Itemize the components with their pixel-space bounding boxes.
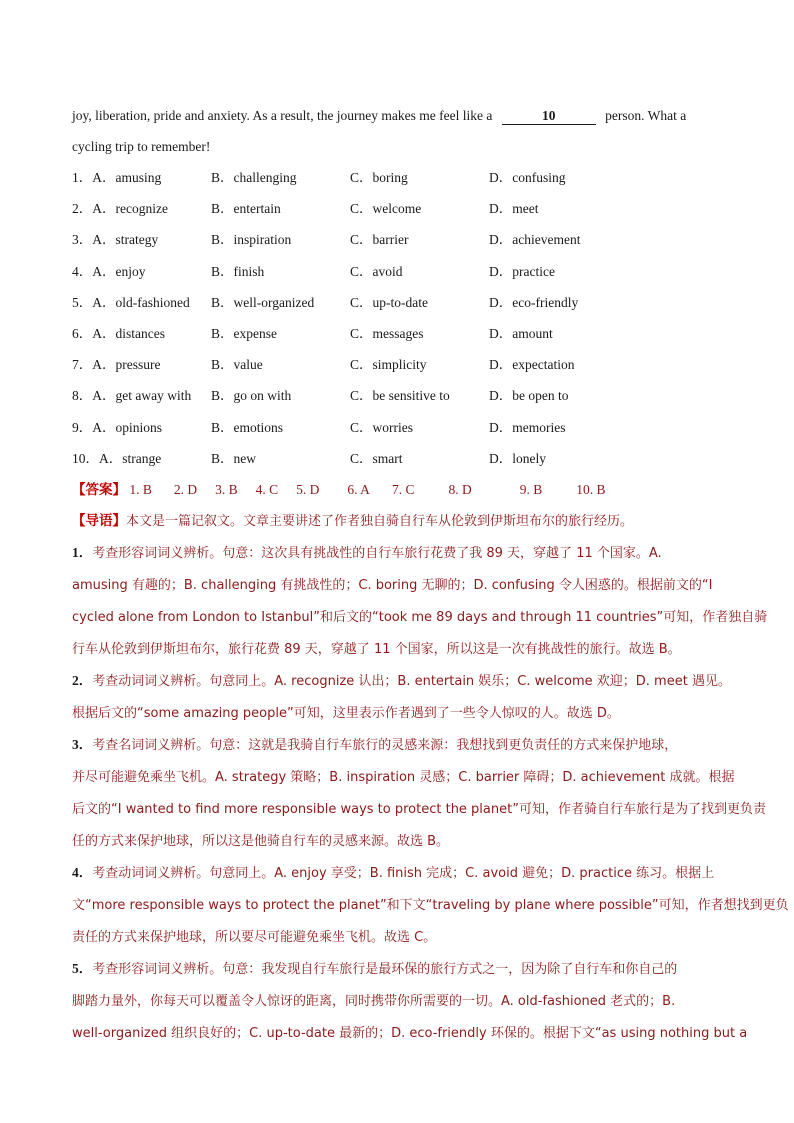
option-row bbox=[72, 287, 732, 318]
explanation-text: 脚踏力量外，你每天可以覆盖令人惊讶的距离，同时携带你所需要的一切。A. old-fashioned 老式的；B. bbox=[72, 994, 676, 1010]
option-a: 5．A．old-fashioned bbox=[72, 294, 190, 310]
option-row bbox=[72, 193, 732, 224]
option-b: B．go on with bbox=[211, 388, 292, 404]
option-c: C．messages bbox=[350, 326, 424, 342]
option-a: 10．A．strange bbox=[72, 450, 162, 466]
explanation-number: 3． bbox=[72, 737, 93, 753]
answer-item: 1. B bbox=[129, 482, 152, 498]
blank-10: 10 bbox=[502, 108, 596, 125]
option-a: 3．A．strategy bbox=[72, 232, 159, 248]
explanation-text: 文“more responsible ways to protect the planet”和下文“traveling by plane where possible”可知，作者想找到更负 bbox=[72, 898, 789, 914]
option-d: D．eco-friendly bbox=[489, 294, 579, 310]
option-b: B．inspiration bbox=[211, 232, 292, 248]
explanation-text: amusing 有趣的；B. challenging 有挑战性的；C. boring 无聊的；D. confusing 令人困惑的。根据前文的“I bbox=[72, 578, 713, 594]
explanation-text: cycled alone from London to Istanbul”和后文的“took me 89 days and through 11 countries”可知，作者独自骑 bbox=[72, 610, 768, 626]
option-b: B．finish bbox=[211, 263, 265, 279]
explanation-line bbox=[72, 569, 732, 601]
option-row bbox=[72, 380, 732, 411]
option-row bbox=[72, 412, 732, 443]
explanation-number: 5． bbox=[72, 961, 93, 977]
option-b: B．entertain bbox=[211, 201, 281, 217]
explanation-text: 考查形容词词义辨析。句意：我发现自行车旅行是最环保的旅行方式之一，因为除了自行车和你自己的 bbox=[92, 962, 678, 978]
explanation-text: 考查形容词词义辨析。句意：这次具有挑战性的自行车旅行花费了我 89 天，穿越了 11 个国家。A. bbox=[92, 546, 662, 562]
explanations bbox=[72, 537, 789, 1049]
explanation-line bbox=[72, 633, 732, 665]
option-c: C．be sensitive to bbox=[350, 388, 450, 404]
option-a: 8．A．get away with bbox=[72, 388, 192, 404]
option-b: B．value bbox=[211, 357, 263, 373]
option-c: C．avoid bbox=[350, 263, 403, 279]
explanation-line bbox=[72, 825, 732, 857]
option-b: B．expense bbox=[211, 326, 277, 342]
explanation-line bbox=[72, 857, 732, 889]
answer-items bbox=[129, 482, 605, 497]
explanation-line bbox=[72, 729, 732, 761]
option-c: C．boring bbox=[350, 170, 408, 185]
option-row bbox=[72, 256, 732, 287]
option-a: 4．A．enjoy bbox=[72, 263, 146, 279]
explanation-text: 考查名词词义辨析。句意：这就是我骑自行车旅行的灵感来源：我想找到更负责任的方式来保护地球， bbox=[92, 738, 678, 754]
passage-text-before-blank: joy, liberation, pride and anxiety. As a result, the journey makes me feel like a bbox=[72, 108, 493, 123]
explanation-line bbox=[72, 601, 768, 633]
guide-line bbox=[72, 505, 732, 537]
option-b: B．well-organized bbox=[211, 294, 315, 310]
explanation-text: 行车从伦敦到伊斯坦布尔，旅行花费 89 天，穿越了 11 个国家，所以这是一次有挑战性的旅行。故选 B。 bbox=[72, 642, 681, 658]
document-page bbox=[72, 100, 789, 1049]
explanation-number: 4． bbox=[72, 865, 93, 881]
explanation-text: well-organized 组织良好的；C. up-to-date 最新的；D. eco-friendly 环保的。根据下文“as using nothing but a bbox=[72, 1026, 748, 1042]
options-list bbox=[72, 162, 732, 474]
answer-item: 6. A bbox=[347, 482, 370, 498]
option-b: B．challenging bbox=[211, 170, 297, 185]
option-d: D．confusing bbox=[489, 170, 566, 185]
option-c: C．welcome bbox=[350, 201, 422, 217]
explanation-text: 责任的方式来保护地球，所以要尽可能避免乘坐飞机。故选 C。 bbox=[72, 930, 437, 946]
explanation-line bbox=[72, 761, 735, 793]
passage-line-1 bbox=[72, 100, 732, 131]
option-d: D．achievement bbox=[489, 232, 581, 248]
option-b: B．emotions bbox=[211, 419, 284, 435]
explanation-text: 考查动词词义辨析。句意同上。A. recognize 认出；B. entertain 娱乐；C. welcome 欢迎；D. meet 遇见。 bbox=[92, 674, 731, 690]
answer-item: 2. D bbox=[173, 482, 198, 498]
explanation-number: 1． bbox=[72, 545, 93, 561]
option-row bbox=[72, 162, 732, 193]
answer-item: 3. B bbox=[215, 482, 238, 498]
option-a: 9．A．opinions bbox=[72, 419, 163, 435]
answer-item: 8. D bbox=[448, 482, 472, 498]
explanation-line bbox=[72, 793, 766, 825]
explanation-line bbox=[72, 985, 732, 1017]
option-b: B．new bbox=[211, 450, 256, 466]
option-d: D．amount bbox=[489, 326, 553, 342]
answer-item: 5. D bbox=[296, 482, 320, 498]
answer-item: 9. B bbox=[519, 482, 543, 498]
answer-label: 【答案】 bbox=[72, 482, 126, 498]
option-a: 6．A．distances bbox=[72, 326, 165, 342]
option-c: C．simplicity bbox=[350, 357, 427, 373]
guide-text: 本文是一篇记叙文。文章主要讲述了作者独自骑自行车从伦敦到伊斯坦布尔的旅行经历。 bbox=[126, 514, 634, 530]
option-c: C．smart bbox=[350, 450, 403, 466]
option-c: C．worries bbox=[350, 419, 413, 435]
option-d: D．memories bbox=[489, 419, 566, 435]
option-d: D．practice bbox=[489, 263, 555, 279]
option-row bbox=[72, 349, 732, 380]
answer-item: 7. C bbox=[391, 482, 415, 498]
explanation-line bbox=[72, 953, 732, 985]
option-c: C．up-to-date bbox=[350, 294, 428, 310]
explanation-text: 根据后文的“some amazing people”可知，这里表示作者遇到了一些令人惊叹的人。故选 D。 bbox=[72, 706, 620, 722]
answer-item: 4. C bbox=[255, 482, 279, 498]
passage-text-after-blank: person. What a bbox=[605, 108, 687, 123]
option-d: D．expectation bbox=[489, 357, 575, 373]
explanation-line bbox=[72, 697, 732, 729]
option-row bbox=[72, 443, 732, 474]
explanation-line bbox=[72, 537, 732, 569]
option-a: 1．A．amusing bbox=[72, 170, 162, 185]
answer-line bbox=[72, 474, 732, 505]
explanation-line bbox=[72, 665, 732, 697]
option-c: C．barrier bbox=[350, 232, 409, 248]
explanation-line bbox=[72, 1017, 748, 1049]
option-d: D．meet bbox=[489, 201, 539, 217]
answer-item: 10. B bbox=[576, 482, 606, 498]
option-a: 2．A．recognize bbox=[72, 201, 168, 217]
option-row bbox=[72, 318, 732, 349]
explanation-text: 并尽可能避免乘坐飞机。A. strategy 策略；B. inspiration 灵感；C. barrier 障碍；D. achievement 成就。根据 bbox=[72, 770, 735, 786]
option-d: D．be open to bbox=[489, 388, 569, 404]
option-a: 7．A．pressure bbox=[72, 357, 161, 373]
guide-label: 【导语】 bbox=[72, 513, 126, 529]
option-row bbox=[72, 224, 732, 255]
explanation-number: 2． bbox=[72, 673, 93, 689]
explanation-line bbox=[72, 889, 789, 921]
explanation-text: 考查动词词义辨析。句意同上。A. enjoy 享受；B. finish 完成；C. avoid 避免；D. practice 练习。根据上 bbox=[92, 866, 715, 882]
explanation-text: 后文的“I wanted to find more responsible ways to protect the planet”可知，作者骑自行车旅行是为了找到更负责 bbox=[72, 802, 766, 818]
explanation-text: 任的方式来保护地球，所以这是他骑自行车的灵感来源。故选 B。 bbox=[72, 834, 450, 850]
passage-line-2: cycling trip to remember! bbox=[72, 139, 211, 154]
option-d: D．lonely bbox=[489, 450, 546, 466]
explanation-line bbox=[72, 921, 732, 953]
